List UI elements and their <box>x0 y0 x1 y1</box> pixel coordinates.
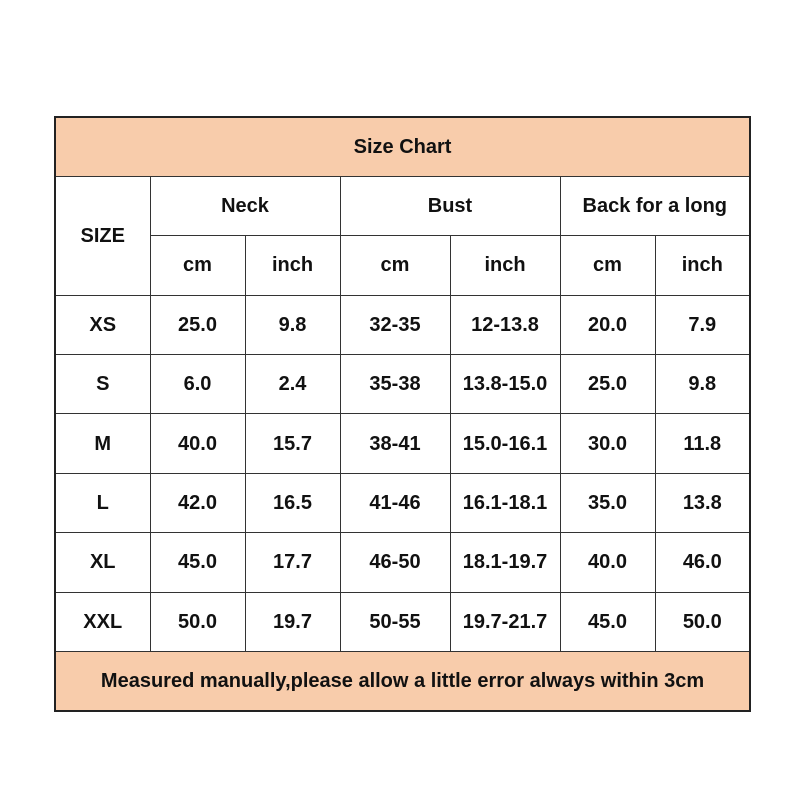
value-cell: 45.0 <box>560 592 655 651</box>
value-cell: 50.0 <box>150 592 245 651</box>
table-row <box>55 295 750 354</box>
value-cell: 41-46 <box>340 473 450 532</box>
value-cell: 11.8 <box>655 414 750 473</box>
size-cell: L <box>55 473 150 532</box>
table-row <box>55 414 750 473</box>
value-cell: 35-38 <box>340 355 450 414</box>
table-row <box>55 355 750 414</box>
value-cell: 16.5 <box>245 473 340 532</box>
value-cell: 40.0 <box>150 414 245 473</box>
size-cell: S <box>55 355 150 414</box>
value-cell: 13.8 <box>655 473 750 532</box>
value-cell: 7.9 <box>655 295 750 354</box>
value-cell: 25.0 <box>560 355 655 414</box>
value-cell: 46.0 <box>655 533 750 592</box>
value-cell: 45.0 <box>150 533 245 592</box>
size-header: SIZE <box>55 176 150 295</box>
unit-header: inch <box>655 236 750 295</box>
size-cell: M <box>55 414 150 473</box>
value-cell: 19.7-21.7 <box>450 592 560 651</box>
value-cell: 46-50 <box>340 533 450 592</box>
size-cell: XXL <box>55 592 150 651</box>
size-cell: XL <box>55 533 150 592</box>
value-cell: 20.0 <box>560 295 655 354</box>
value-cell: 40.0 <box>560 533 655 592</box>
unit-header: inch <box>245 236 340 295</box>
title-row <box>55 117 750 176</box>
value-cell: 19.7 <box>245 592 340 651</box>
table-row <box>55 473 750 532</box>
group-header-bust: Bust <box>340 176 560 235</box>
header-group-row <box>55 176 750 235</box>
value-cell: 18.1-19.7 <box>450 533 560 592</box>
value-cell: 13.8-15.0 <box>450 355 560 414</box>
value-cell: 15.0-16.1 <box>450 414 560 473</box>
unit-header: inch <box>450 236 560 295</box>
size-chart-body <box>55 117 750 711</box>
value-cell: 50-55 <box>340 592 450 651</box>
chart-title: Size Chart <box>55 117 750 176</box>
value-cell: 32-35 <box>340 295 450 354</box>
value-cell: 35.0 <box>560 473 655 532</box>
value-cell: 38-41 <box>340 414 450 473</box>
group-header-neck: Neck <box>150 176 340 235</box>
measurement-note: Measured manually,please allow a little error always within 3cm <box>55 652 750 711</box>
value-cell: 30.0 <box>560 414 655 473</box>
unit-header: cm <box>560 236 655 295</box>
group-header-back-length: Back for a long <box>560 176 750 235</box>
value-cell: 17.7 <box>245 533 340 592</box>
value-cell: 42.0 <box>150 473 245 532</box>
value-cell: 15.7 <box>245 414 340 473</box>
value-cell: 25.0 <box>150 295 245 354</box>
value-cell: 2.4 <box>245 355 340 414</box>
footer-row <box>55 652 750 711</box>
size-cell: XS <box>55 295 150 354</box>
value-cell: 9.8 <box>245 295 340 354</box>
value-cell: 9.8 <box>655 355 750 414</box>
unit-header: cm <box>340 236 450 295</box>
table-row <box>55 592 750 651</box>
value-cell: 16.1-18.1 <box>450 473 560 532</box>
size-chart-table <box>54 116 751 712</box>
unit-header: cm <box>150 236 245 295</box>
value-cell: 12-13.8 <box>450 295 560 354</box>
header-unit-row <box>55 236 750 295</box>
table-row <box>55 533 750 592</box>
value-cell: 50.0 <box>655 592 750 651</box>
value-cell: 6.0 <box>150 355 245 414</box>
